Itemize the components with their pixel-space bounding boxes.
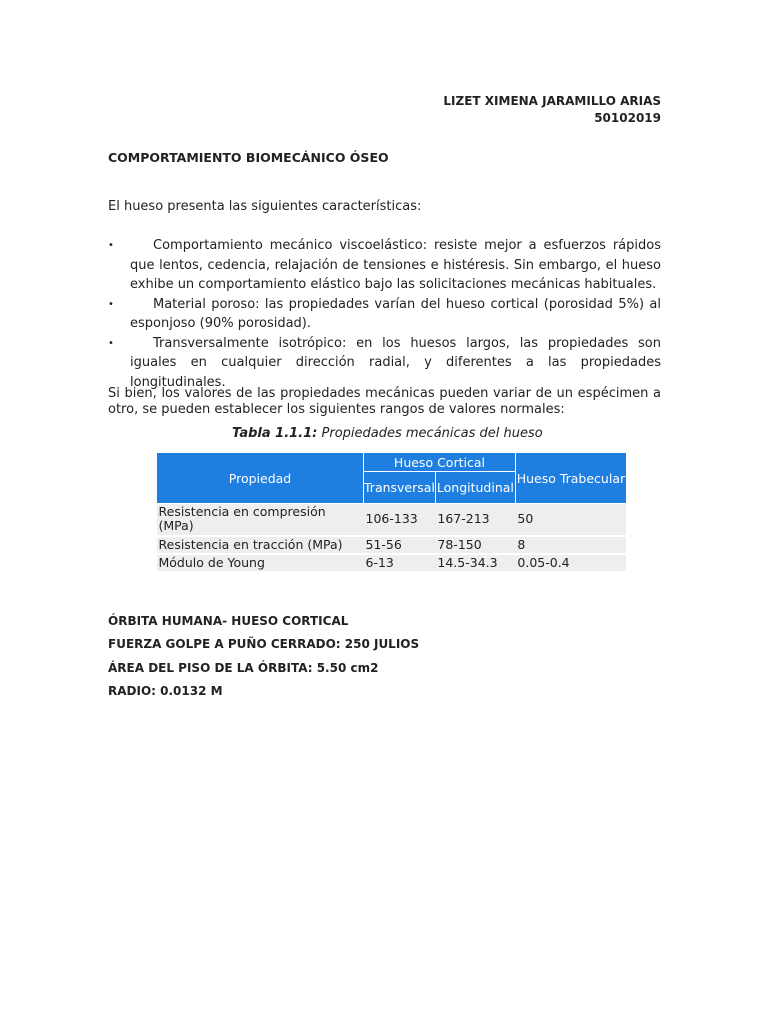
cell-property: Módulo de Young [157,554,364,572]
table-caption-label: Tabla 1.1.1: [232,426,318,441]
characteristics-list [108,236,661,392]
cell-trabecular: 8 [515,536,626,554]
cell-transversal: 6-13 [364,554,436,572]
orbit-facts [108,614,419,707]
bullet-icon: • [108,240,114,251]
cell-trabecular: 0.05-0.4 [515,554,626,572]
table-row [157,554,627,572]
cell-trabecular: 50 [515,504,626,536]
header-property: Propiedad [157,453,364,504]
list-item [108,334,661,393]
header-transversal: Transversal [364,472,436,504]
list-item-text: Comportamiento mecánico viscoelástico: resiste mejor a esfuerzos rápidos que lentos, cedencia, relajación de tensiones e histéresis. Sin embargo, el hueso exhibe un comportamiento elástico bajo las solicitaciones mecánicas habituales. [130,238,661,292]
author-name: LIZET XIMENA JARAMILLO ARIAS [443,94,661,108]
cell-transversal: 51-56 [364,536,436,554]
properties-table [156,452,627,573]
table-row [157,536,627,554]
cell-transversal: 106-133 [364,504,436,536]
cell-longitudinal: 167-213 [435,504,515,536]
intro-text: El hueso presenta las siguientes características: [108,199,422,214]
document-title: COMPORTAMIENTO BIOMECÁNICO ÓSEO [108,150,389,165]
list-item-text: Material poroso: las propiedades varían del hueso cortical (porosidad 5%) al esponjoso (90% porosidad). [130,296,661,331]
bullet-icon: • [108,337,114,349]
fact-line: FUERZA GOLPE A PUÑO CERRADO: 250 JULIOS [108,637,420,652]
ranges-paragraph: Si bien, los valores de las propiedades mecánicas pueden variar de un espécimen a otro, se pueden establecer los siguientes rangos de valores normales: [108,386,661,417]
cell-longitudinal: 14.5-34.3 [435,554,515,572]
fact-line: ÓRBITA HUMANA- HUESO CORTICAL [108,614,349,628]
table-caption [232,426,543,441]
header-longitudinal: Longitudinal [435,472,515,504]
list-item [108,295,661,334]
fact-line: ÁREA DEL PISO DE LA ÓRBITA: 5.50 cm2 [108,660,379,675]
cell-property: Resistencia en compresión (MPa) [157,504,364,536]
author-block [443,93,661,127]
list-item [108,236,661,295]
cell-property: Resistencia en tracción (MPa) [157,536,364,554]
fact-line: RADIO: 0.0132 M [108,683,223,698]
author-id: 50102019 [594,111,661,125]
list-item-text: Transversalmente isotrópico: en los huesos largos, las propiedades son iguales en cualquier dirección radial, y diferentes a las propiedades longitudinales. [130,335,661,390]
table-caption-text: Propiedades mecánicas del hueso [317,426,543,441]
bullet-icon: • [108,298,114,310]
header-cortical: Hueso Cortical [364,453,516,472]
header-trabecular: Hueso Trabecular [515,453,626,504]
table-row [157,504,627,536]
cell-longitudinal: 78-150 [435,536,515,554]
